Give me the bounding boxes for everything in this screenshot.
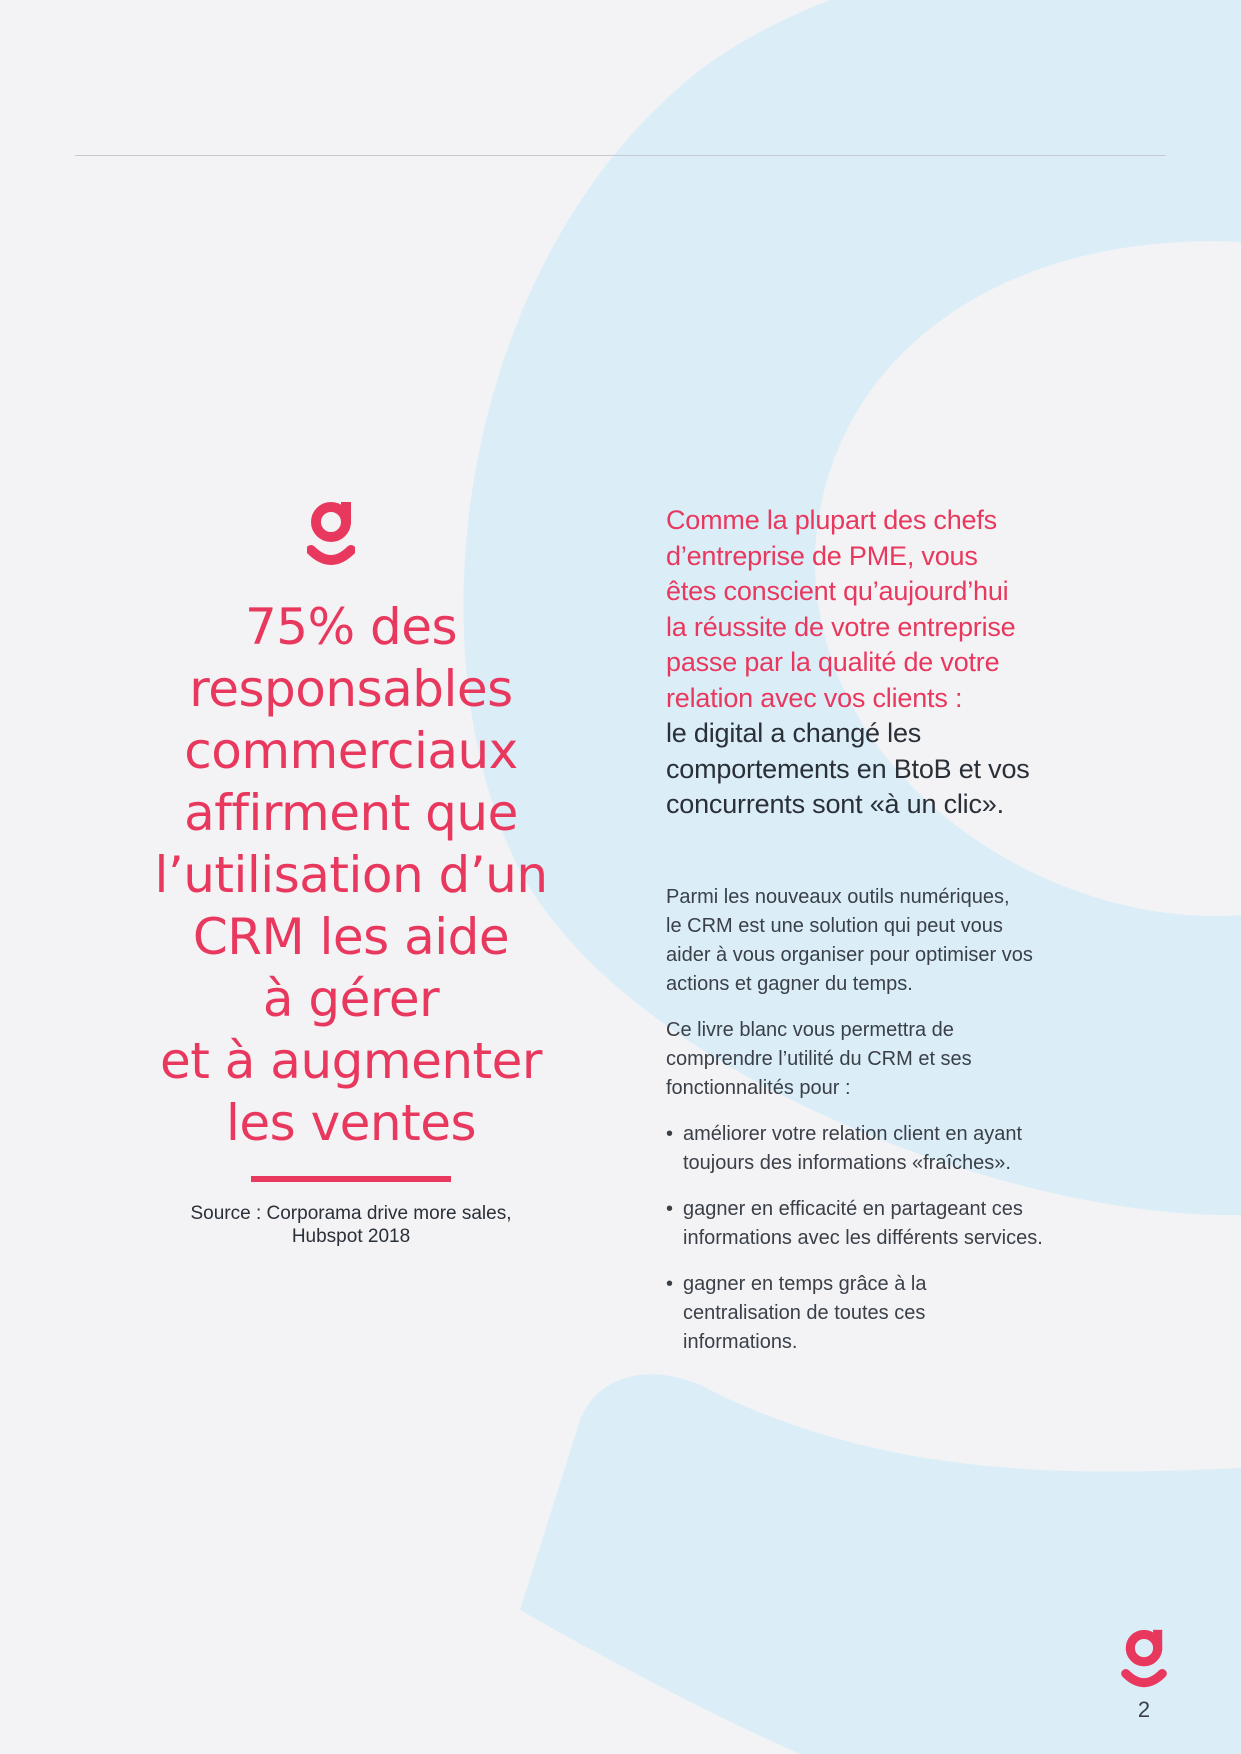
headline-line: affirment que — [184, 784, 518, 842]
paragraph-white-paper — [666, 1016, 1086, 1103]
lead-line: comportements en BtoB et vos — [666, 753, 1030, 784]
paragraph-line: fonctionnalités pour : — [666, 1076, 851, 1099]
lead-line: concurrents sont «à un clic». — [666, 789, 1004, 819]
headline-underline — [251, 1176, 451, 1182]
list-item-line: informations. — [683, 1330, 798, 1353]
bullet-icon: • — [666, 1122, 674, 1145]
list-item-line: toujours des informations «fraîches». — [683, 1151, 1011, 1174]
g-logo-icon — [1120, 1628, 1168, 1690]
lead-line: le digital a changé les — [666, 718, 922, 748]
paragraph-line: le CRM est une solution qui peut vous — [666, 914, 1003, 937]
headline-line: à gérer — [262, 970, 440, 1028]
lead-line: êtes conscient qu’aujourd’hui — [666, 576, 1009, 606]
headline-line: commerciaux — [184, 722, 518, 780]
paragraph-line: actions et gagner du temps. — [666, 972, 913, 995]
headline-line: 75% des — [244, 598, 458, 656]
list-item-line: informations avec les différents services. — [683, 1226, 1043, 1249]
headline-line: responsables — [189, 660, 513, 718]
intro-column — [666, 503, 1086, 1374]
list-item — [666, 1195, 1086, 1253]
headline-line: et à augmenter — [160, 1032, 542, 1090]
paragraph-crm-intro — [666, 883, 1086, 999]
g-logo-icon — [307, 500, 355, 568]
paragraph-line: Ce livre blanc vous permettra de — [666, 1018, 954, 1041]
source-line: Source : Corporama drive more sales, — [190, 1203, 512, 1224]
list-item — [666, 1270, 1086, 1357]
bullet-icon: • — [666, 1272, 674, 1295]
body-text — [666, 883, 1086, 1357]
quote-column — [135, 500, 567, 1248]
lead-line: passe par la qualité de votre — [666, 647, 1000, 677]
top-divider — [75, 155, 1166, 156]
paragraph-line: comprendre l’utilité du CRM et ses — [666, 1047, 972, 1070]
source-line: Hubspot 2018 — [291, 1226, 411, 1247]
source-citation — [135, 1202, 567, 1248]
headline-statistic — [135, 596, 567, 1154]
lead-line: Comme la plupart des chefs — [666, 505, 997, 535]
lead-line: relation avec vos clients : — [666, 682, 963, 713]
page-number: 2 — [1137, 1697, 1151, 1722]
benefits-list — [666, 1120, 1086, 1357]
headline-line: les ventes — [225, 1094, 477, 1152]
headline-line: l’utilisation d’un — [154, 846, 548, 904]
list-item — [666, 1120, 1086, 1178]
list-item-line: améliorer votre relation client en ayant — [683, 1122, 1023, 1145]
lead-line: d’entreprise de PME, vous — [666, 540, 978, 571]
lead-paragraph — [666, 503, 1086, 823]
list-item-line: gagner en efficacité en partageant ces — [683, 1197, 1023, 1220]
headline-line: CRM les aide — [192, 908, 510, 966]
list-item-line: centralisation de toutes ces — [683, 1301, 926, 1324]
list-item-line: gagner en temps grâce à la — [683, 1272, 927, 1295]
paragraph-line: Parmi les nouveaux outils numériques, — [666, 885, 1010, 908]
bullet-icon: • — [666, 1197, 674, 1220]
paragraph-line: aider à vous organiser pour optimiser vos — [666, 943, 1033, 966]
lead-line: la réussite de votre entreprise — [666, 611, 1016, 642]
